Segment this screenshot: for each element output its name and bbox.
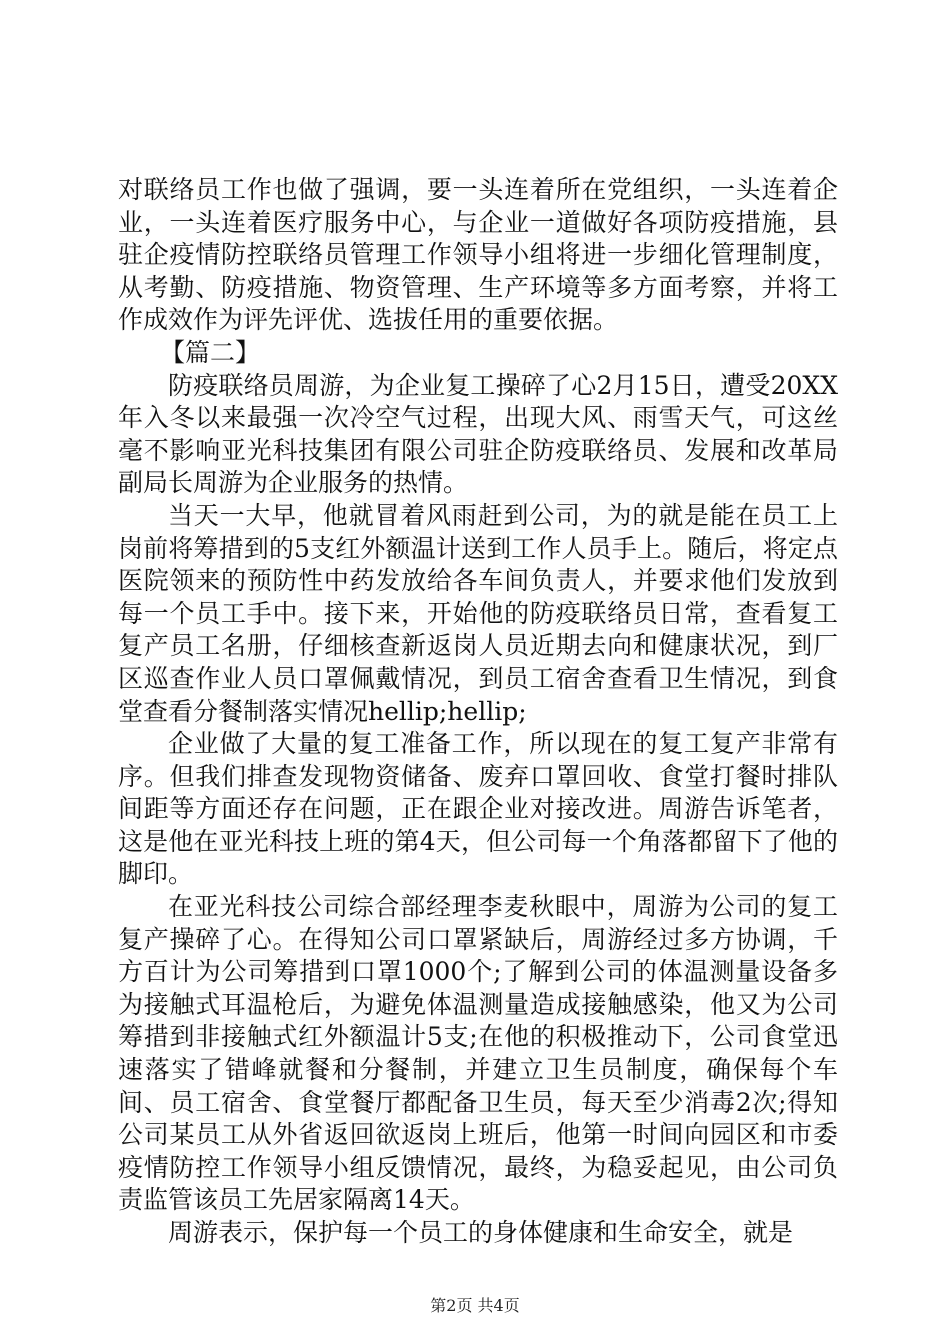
document-body [118,174,838,1250]
section-heading: 【篇二】 [160,337,261,367]
paragraph-preparation: 企业做了大量的复工准备工作，所以现在的复工复产非常有序。但我们排查发现物资储备、废弃口罩回收、食堂打餐时排队间距等方面还存在问题，正在跟企业对接改进。周游告诉笔者，这是他在亚光科技上班的第4天，但公司每一个角落都留下了他的脚印。 [118,729,838,889]
page-footer: 第2页 共4页 [430,1296,520,1315]
paragraph-intro: 防疫联络员周游，为企业复工操碎了心2月15日，遭受20XX年入冬以来最强一次冷空气过程，出现大风、雨雪天气，可这丝毫不影响亚光科技集团有限公司驻企防疫联络员、发展和改革局副局长周游为企业服务的热情。 [118,370,838,498]
paragraph-continuation: 对联络员工作也做了强调，要一头连着所在党组织，一头连着企业，一头连着医疗服务中心，与企业一道做好各项防疫措施，县驻企疫情防控联络员管理工作领导小组将进一步细化管理制度，从考勤、防疫措施、物资管理、生产环境等多方面考察，并将工作成效作为评先评优、选拔任用的重要依据。 [118,175,838,335]
paragraph-manager-view: 在亚光科技公司综合部经理李麦秋眼中，周游为公司的复工复产操碎了心。在得知公司口罩紧缺后，周游经过多方协调，千方百计为公司筹措到口罩1000个;了解到公司的体温测量设备多为接触式耳温枪后，为避免体温测量造成接触感染，他又为公司筹措到非接触式红外额温计5支;在他的积极推动下，公司食堂迅速落实了错峰就餐和分餐制，并建立卫生员制度，确保每个车间、员工宿舍、食堂餐厅都配备卫生员，每天至少消毒2次;得知公司某员工从外省返回欲返岗上班后，他第一时间向园区和市委疫情防控工作领导小组反馈情况，最终，为稳妥起见，由公司负责监管该员工先居家隔离14天。 [118,892,838,1215]
paragraph-morning: 当天一大早，他就冒着风雨赶到公司，为的就是能在员工上岗前将筹措到的5支红外额温计送到工作人员手上。随后，将定点医院领来的预防性中药发放给各车间负责人，并要求他们发放到每一个员工手中。接下来，开始他的防疫联络员日常，查看复工复产员工名册，仔细核查新返岗人员近期去向和健康状况，到厂区巡查作业人员口罩佩戴情况，到员工宿舍查看卫生情况，到食堂查看分餐制落实情况hellip;hellip; [118,500,838,726]
paragraph-closing: 周游表示，保护每一个员工的身体健康和生命安全，就是 [168,1218,794,1247]
